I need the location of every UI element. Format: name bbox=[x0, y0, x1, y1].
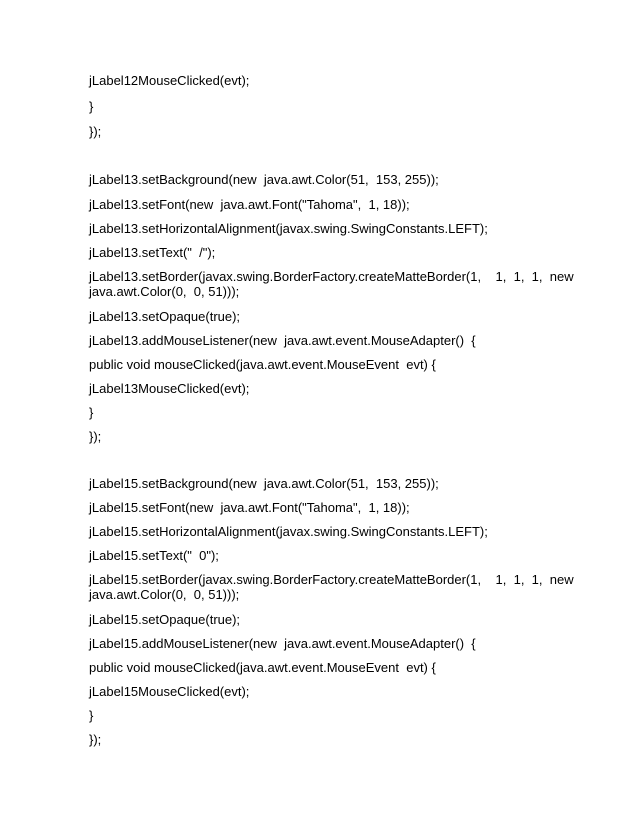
code-line: jLabel12MouseClicked(evt); bbox=[89, 73, 250, 88]
code-line: jLabel13.setText(" /"); bbox=[89, 245, 216, 260]
code-line: java.awt.Color(0, 0, 51))); bbox=[89, 587, 240, 602]
code-line: jLabel15.setText(" 0"); bbox=[89, 548, 219, 563]
code-line: jLabel15.addMouseListener(new java.awt.event.MouseAdapter() { bbox=[89, 636, 476, 651]
code-line: jLabel15MouseClicked(evt); bbox=[89, 684, 250, 699]
code-line: }); bbox=[89, 124, 102, 139]
code-line: jLabel13.setBorder(javax.swing.BorderFactory.createMatteBorder(1, 1, 1, 1, new bbox=[89, 269, 574, 284]
code-line: } bbox=[89, 99, 94, 114]
code-line: jLabel15.setBackground(new java.awt.Color(51, 153, 255)); bbox=[89, 476, 439, 491]
code-line: }); bbox=[89, 732, 102, 747]
code-line: public void mouseClicked(java.awt.event.MouseEvent evt) { bbox=[89, 660, 436, 675]
code-line: jLabel15.setBorder(javax.swing.BorderFactory.createMatteBorder(1, 1, 1, 1, new bbox=[89, 572, 574, 587]
code-line: jLabel13.setHorizontalAlignment(javax.swing.SwingConstants.LEFT); bbox=[89, 221, 488, 236]
code-line: jLabel13.setBackground(new java.awt.Color(51, 153, 255)); bbox=[89, 172, 439, 187]
code-line: jLabel15.setFont(new java.awt.Font("Tahoma", 1, 18)); bbox=[89, 500, 410, 515]
code-line: public void mouseClicked(java.awt.event.MouseEvent evt) { bbox=[89, 357, 436, 372]
code-line: jLabel13.addMouseListener(new java.awt.event.MouseAdapter() { bbox=[89, 333, 476, 348]
code-line: java.awt.Color(0, 0, 51))); bbox=[89, 284, 240, 299]
code-line: jLabel13.setOpaque(true); bbox=[89, 309, 241, 324]
code-line: } bbox=[89, 405, 94, 420]
code-line: jLabel15.setHorizontalAlignment(javax.swing.SwingConstants.LEFT); bbox=[89, 524, 488, 539]
code-line: jLabel13MouseClicked(evt); bbox=[89, 381, 250, 396]
code-line: jLabel15.setOpaque(true); bbox=[89, 612, 241, 627]
code-line: }); bbox=[89, 429, 102, 444]
code-line: jLabel13.setFont(new java.awt.Font("Tahoma", 1, 18)); bbox=[89, 197, 410, 212]
code-line: } bbox=[89, 708, 94, 723]
